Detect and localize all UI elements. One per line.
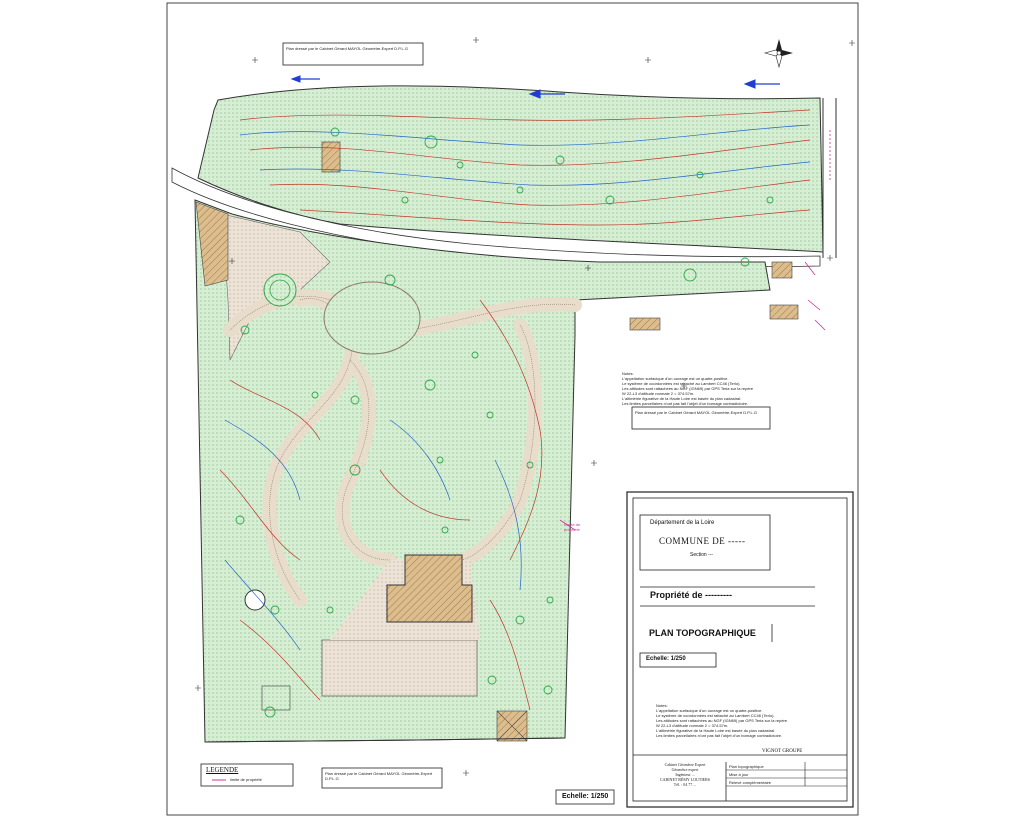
garden-bed-southwest [262, 686, 290, 710]
map-note-line: L'appellation surfacique d'un ouvrage est un quatre-positive. [622, 376, 729, 381]
map-note-line: Les altitudes sont rattachées au NGF (IGN69) par GPS Teria sur la repère [622, 386, 754, 391]
round-bed [264, 274, 296, 306]
department-label: Département de la Loire [650, 520, 715, 526]
legend-item-label: limite de propriété [230, 777, 262, 782]
map-notes-heading: Notes: [622, 371, 634, 376]
scale-label: Echelle: 1/250 [646, 656, 686, 662]
map-note-line: Les limites parcellaires n'ont pas fait l'objet d'un bornage contradictoire. [622, 401, 749, 406]
bottom-scale-label: Echelle: 1/250 [562, 793, 609, 800]
shed-east-1 [630, 318, 660, 330]
firm-line: Cabinet Géomètre Expert [664, 762, 706, 767]
title-note-line: Le système de coordonnées est rattaché au Lambert CC46 (Terlo). [656, 713, 775, 718]
pool-circle [245, 590, 265, 610]
title-note-line: W 22-L3 d'altitude normale 2 = 374.57m. [656, 723, 729, 728]
title-note-line: Les limites parcellaires n'ont pas fait l'objet d'un bornage contradictoire. [656, 733, 783, 738]
note-box-bottom-text: Plan dressé par le Cabinet Gérard MAYOL Géomètre-Expert D.P.L.G [325, 771, 433, 781]
property-label: Propriété de --------- [650, 590, 732, 600]
title-block-notes [656, 703, 821, 738]
commune-label: COMMUNE DE ----- [659, 536, 746, 546]
shed-east-2 [770, 305, 798, 319]
note-box-middle-text: Plan dressé par le Cabinet Gérard MAYOL Géomètre-Expert D.P.L.G [635, 410, 757, 415]
map-note-line: W 22-L3 d'altitude normale 2 = 374.57m. [622, 391, 695, 396]
firm-block [646, 762, 724, 787]
map-note-line: Le système de coordonnées est rattaché au Lambert CC46 (Terlo). [622, 381, 741, 386]
plan-title: PLAN TOPOGRAPHIQUE [649, 628, 756, 638]
magenta-label: Limite de propriété [564, 522, 581, 532]
section-label: Section --- [690, 552, 714, 558]
firm-line: Géomètre expert [671, 767, 699, 772]
firm-label: VIGNOT GROUPE [762, 749, 803, 754]
map-note-line: L'altimétrie figurative de la Haute Loire est basée du plan cadastral. [622, 396, 742, 401]
firm-line: Tél. : 04 77 ... [673, 782, 697, 787]
firm-line: Ingénieur ... [675, 772, 695, 777]
revision-row: Plan topographique [729, 764, 764, 769]
shed-east-3 [772, 262, 792, 278]
shed-north [322, 142, 340, 172]
note-box-top-text: Plan dressé par le Cabinet Gérard MAYOL Géomètre-Expert D.P.L.G [286, 46, 408, 51]
revision-row: Relevé complémentaire [729, 780, 772, 785]
title-note-line: L'altimétrie figurative de la Haute Loire est basée du plan cadastral. [656, 728, 776, 733]
legend-title: LEGENDE [206, 766, 239, 774]
forecourt [322, 640, 477, 696]
map-notes [622, 371, 792, 406]
title-notes-heading: Notes: [656, 703, 668, 708]
title-note-line: Les altitudes sont rattachées au NGF (IGN69) par GPS Teria sur la repère [656, 718, 788, 723]
revision-row: Mise à jour [729, 772, 749, 777]
oval-lawn [324, 282, 420, 354]
title-note-line: L'appellation surfacique d'un ouvrage est un quatre-positive. [656, 708, 763, 713]
firm-line: CABINET RÉMY LOUTIERS [660, 777, 710, 782]
